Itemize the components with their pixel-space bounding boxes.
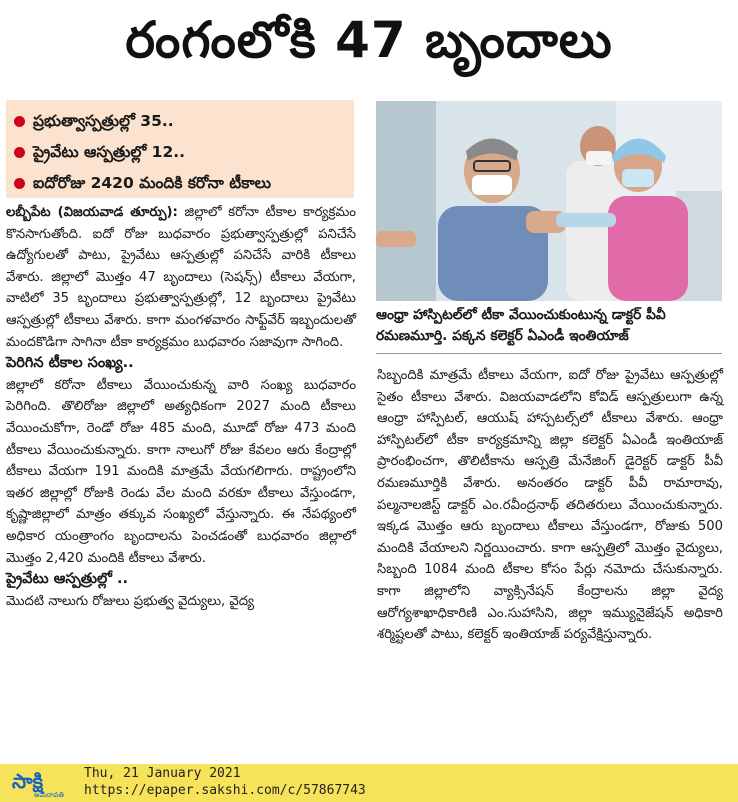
bullet-icon — [14, 178, 25, 189]
paragraph-text: జిల్లాలో కరోనా టీకాల కార్యక్రమం కొనసాగుతోంది. ఐదో రోజు బుధవారం ప్రభుత్వాస్పత్రుల్లో పనిచేసే ఉద్యోగులతో పాటు, ప్రైవేటు ఆస్పత్రుల్లో పనిచేసే వారికి టీకాలు వేశారు. జిల్లాలో మొత్తం 47 బృందాలు (సెషన్స్) టీకాలు వేయగా, వాటిలో 35 బృందాలు ప్రభుత్వాస్పత్రుల్లో, 12 బృందాలు ప్రైవేటు ఆస్పత్రుల్లో టీకాలు వేశారు. కాగా మంగళవారం సాఫ్ట్‌వేర్ ఇబ్బందులతో మందకొడిగా సాగినా టీకా కార్యక్రమం బుధవారం సజావుగా సాగింది. — [6, 205, 356, 350]
logo-text: సాక్షి — [12, 769, 44, 793]
highlight-item — [14, 168, 346, 199]
paragraph: జిల్లాలో కరోనా టీకాలు వేయించుకున్న వారి సంఖ్య బుధవారం పెరిగింది. తొలిరోజు జిల్లాలో అత్యధికంగా 2027 మంది టీకాలు వేయించుకోగా, రెండో రోజు 485 మంది, మూడో రోజు 473 మంది టీకాలు వేయించుకున్నారు. కాగా నాలుగో రోజు కేవలం ఆరు కేంద్రాల్లో టీకాలు వేయగా 191 మందికి మాత్రమే వేయగలిగారు. రాష్ట్రంలోని ఇతర జిల్లాల్లో రోజుకి రెండు వేల మంది వరకూ టీకాలు వేస్తుండగా, కృష్ణాజిల్లాలో మాత్రం తక్కువ సంఖ్యలో వేస్తున్నారు. ఈ నేపథ్యంలో అధికార యంత్రాంగం బృందాలను పెంచడంతో బుధవారం జిల్లాలో మొత్తం 2,420 మందికి టీకాలు వేశారు. — [6, 377, 356, 566]
headline: రంగంలోకి 47 బృందాలు — [125, 10, 613, 69]
dateline: లబ్బీపేట (విజయవాడ తూర్పు): — [6, 205, 178, 220]
paragraph — [6, 202, 356, 353]
bullet-icon — [14, 147, 25, 158]
highlight-item — [14, 106, 346, 137]
logo-subtext: అమరావతి — [34, 791, 64, 799]
photo-caption: ఆంధ్రా హాస్పిటల్‌లో టీకా వేయించుకుంటున్న డాక్టర్ పీవీ రమణమూర్తి. పక్కన కలెక్టర్ ఏఎండీ ఇంతియాజ్ — [376, 307, 666, 344]
right-column — [377, 365, 723, 646]
left-column — [6, 202, 356, 612]
paragraph: సిబ్బందికి మాత్రమే టీకాలు వేయగా, ఐదో రోజు ప్రైవేటు ఆస్పత్రుల్లో సైతం టీకాలు వేశారు. విజయవాడలోని కోవిడ్ ఆస్పత్రులుగా ఉన్న ఆంధ్రా హాస్పిటల్, ఆయుష్ హాస్పటల్స్‌లో టీకాలు వేశారు. ఆంధ్రా హాస్పిటల్‌లో టీకా కార్యక్రమాన్ని జిల్లా కలెక్టర్ ఏఎండీ ఇంతియాజ్ ప్రారంభించగా, తొలిటీకాను ఆస్పత్రి మేనేజింగ్ డైరెక్టర్ డాక్టర్ పీవీ రమణమూర్తికి వేశారు. అనంతరం డాక్టర్ పీవీ రామారావు, పల్మనాలజిస్ట్ డాక్టర్ ఎం.రవీంద్రనాథ్ తదితరులు వేయించుకున్నారు. ఇక్కడ మొత్తం ఆరు బృందాలు టీకాలు వేస్తుండగా, రోజుకు 500 మందికి వేయాలని నిర్ణయించారు. కాగా ఆస్పత్రిలో మొత్తం వైద్యులు, సిబ్బంది 1084 మంది టీకాల కోసం పేర్లు నమోదు చేసుకున్నారు. కాగా జిల్లాలోని వ్యాక్సినేషన్ కేంద్రాలను జిల్లా వైద్య ఆరోగ్యశాఖాధికారిణి ఎం.సుహాసిని, జిల్లా ఇమ్యునైజేషన్ అధికారి శర్మిష్టలతో పాటు, కలెక్టర్ ఇంతియాజ్ పర్యవేక్షిస్తున్నారు. — [377, 368, 723, 643]
photo-illustration — [376, 101, 722, 301]
footer-date: Thu, 21 January 2021 — [84, 766, 241, 781]
highlight-text: ఐదోరోజు 2420 మందికి కరోనా టీకాలు — [33, 174, 272, 192]
highlight-item — [14, 137, 346, 168]
paragraph: మొదటి నాలుగు రోజులు ప్రభుత్వ వైద్యులు, వైద్య — [6, 593, 255, 609]
footer-bar — [0, 764, 738, 802]
subheading: ప్రైవేటు ఆస్పత్రుల్లో .. — [6, 571, 129, 588]
highlights-box — [6, 100, 354, 198]
footer-url-link[interactable]: https://epaper.sakshi.com/c/57867743 — [84, 783, 366, 798]
bullet-icon — [14, 116, 25, 127]
caption-divider — [376, 353, 722, 354]
subheading: పెరిగిన టీకాల సంఖ్య.. — [6, 355, 134, 372]
sakshi-logo — [8, 767, 68, 799]
highlight-text: ప్రభుత్వాస్పత్రుల్లో 35.. — [33, 112, 174, 130]
highlight-text: ప్రైవేటు ఆస్పత్రుల్లో 12.. — [33, 143, 186, 161]
news-photo — [376, 101, 722, 301]
